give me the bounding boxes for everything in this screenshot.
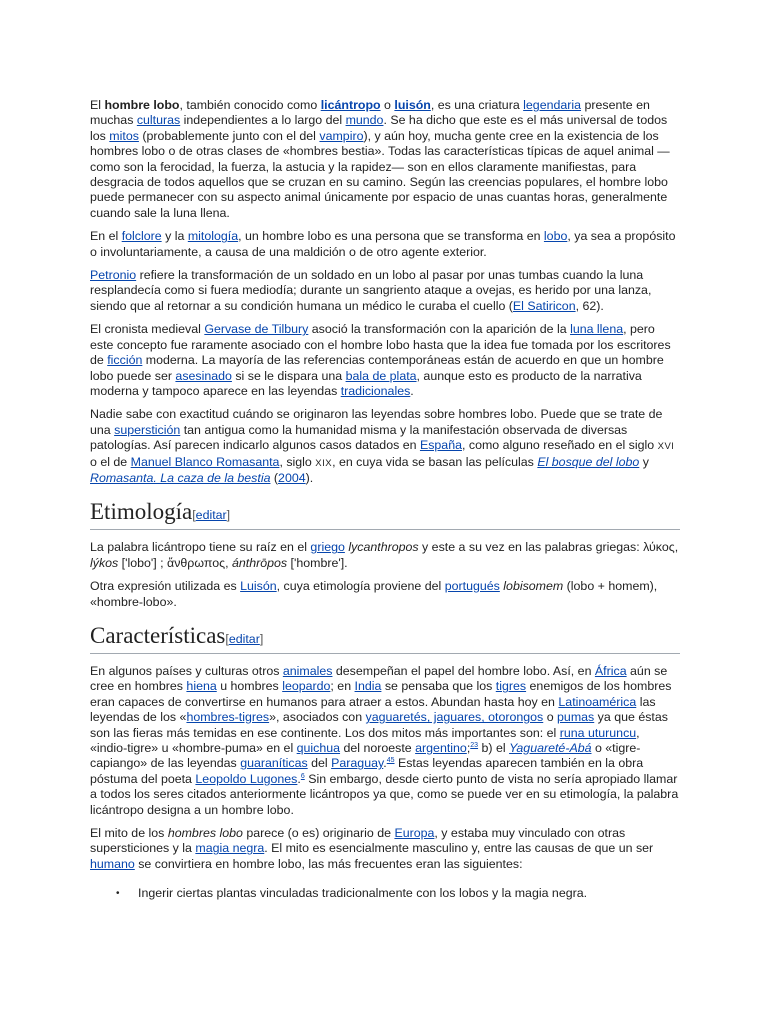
link-lobo[interactable]: lobo — [543, 229, 568, 244]
text: (lobo + homem), «hombre-lobo». — [90, 579, 658, 609]
petronio-paragraph — [90, 268, 680, 314]
text: o «tigre-capiango» de las leyendas — [90, 741, 641, 771]
link-animales[interactable]: animales — [282, 663, 333, 678]
text: se pensaba que los — [381, 679, 496, 694]
link-hiena[interactable]: hiena — [186, 679, 217, 694]
link-argentino[interactable]: argentino — [415, 741, 467, 755]
link-luison[interactable]: luisón — [394, 98, 431, 112]
bracket-open: [ — [192, 508, 196, 523]
text: , como alguno reseñado en el siglo — [461, 438, 658, 453]
section-heading-caracteristicas — [90, 623, 680, 654]
link-romasanta-la-caza-de-la-bestia[interactable]: Romasanta. La caza de la bestia — [90, 470, 271, 485]
text: , cuya etimología proviene del — [276, 579, 445, 594]
text: », asociados con — [269, 710, 366, 725]
text: del noroeste — [340, 741, 416, 755]
italic-lycanthropos: lycanthropos — [348, 540, 419, 555]
luison-etymology-paragraph — [90, 579, 680, 610]
text: , ya sea a propósito o involuntariamente, a causa de una maldición o de otro agente exterior. — [90, 229, 676, 259]
animals-paragraph — [90, 664, 680, 818]
link-portugues[interactable]: portugués — [444, 579, 500, 594]
edit-section-link — [225, 632, 263, 646]
link-asesinado[interactable]: asesinado — [175, 368, 232, 383]
italic-anthropos: ánthrōpos — [231, 555, 288, 570]
link-espana[interactable]: España — [419, 438, 462, 453]
link-legendaria[interactable]: legendaria — [523, 98, 582, 112]
text: y la — [161, 229, 188, 244]
text: . Se ha dicho que este es el más universal de todos los — [90, 113, 668, 143]
tilbury-paragraph — [90, 322, 680, 399]
link-magia-negra[interactable]: magia negra — [195, 841, 265, 856]
link-leopoldo-lugones[interactable]: Leopoldo Lugones — [195, 771, 298, 786]
text: , es una criatura — [430, 98, 524, 112]
bold-term-hombre-lobo: hombre lobo — [104, 98, 180, 112]
text: El — [90, 98, 105, 112]
text: u hombres — [216, 679, 283, 694]
text: En el — [90, 229, 122, 244]
text: , aunque esto es producto de la narrativa moderna y tampoco aparece en las leyendas — [90, 368, 642, 398]
link-ficcion[interactable]: ficción — [107, 353, 143, 368]
list-item — [116, 886, 680, 901]
text: ( — [270, 470, 279, 485]
text: se convirtiera en hombre lobo, las más frecuentes eran las siguientes: — [134, 856, 523, 871]
century-xvi: XVI — [657, 441, 675, 453]
text: Sin embargo, desde cierto punto de vista no sería apropiado llamar a todos los seres citados anteriormente licántropos ya que, como se puede ver en su etimología, la palabra licántropo designa a un hombre lobo. — [90, 771, 679, 817]
italic-lobisomem: lobisomem — [503, 579, 564, 594]
link-tigres[interactable]: tigres — [495, 679, 527, 694]
edit-link-caracteristicas[interactable]: editar — [228, 631, 260, 646]
section-title: Etimología — [90, 499, 193, 525]
text: presente en muchas — [90, 98, 650, 128]
century-xix: XIX — [315, 457, 333, 469]
text: . El mito es esencialmente masculino y, entre las causas de que un ser — [264, 841, 654, 856]
text: , en cuya vida se basan las películas — [332, 454, 538, 469]
footnote-ref-23[interactable] — [470, 742, 478, 749]
link-luna-llena[interactable]: luna llena — [570, 322, 624, 337]
text: . — [410, 383, 414, 398]
italic-lykos: lýkos — [90, 555, 119, 570]
text: ya que éstas son las fieras más temidas en ese continente. Los dos mitos más importantes son: el — [90, 710, 668, 740]
text: ), y aún hoy, mucha gente cree en la existencia de los hombres lobo o de otras clases de «hombres bestia». Todas las características típicas de aquel animal —como son la ferocidad, la fuerza, la astucia y la rapidez— son en ellos claramente manifiestas, para desgracia de todos aquellos que se cruzan en su camino. Según las creencias populares, el hombre lobo puede permanecer con su aspecto animal únicamente por espacio de unas cuantas horas, generalmente cuando sale la luna llena. — [90, 128, 670, 220]
origin-paragraph — [90, 407, 680, 486]
text: , 62). — [575, 298, 604, 313]
text: y — [639, 454, 649, 469]
link-luison-2[interactable]: Luisón — [240, 579, 277, 594]
list-item-text: Ingerir ciertas plantas vinculadas tradicionalmente con los lobos y la magia negra. — [138, 886, 588, 901]
text: , «indio-tigre» u «hombre-puma» en el — [90, 725, 640, 755]
text: b) el — [478, 741, 510, 755]
text: Otra expresión utilizada es — [90, 579, 241, 594]
text: , siglo — [279, 454, 316, 469]
text: El cronista medieval — [90, 322, 205, 337]
article-body — [90, 98, 680, 902]
link-mitos[interactable]: mitos — [109, 128, 139, 143]
text: La palabra licántropo tiene su raíz en el — [90, 540, 311, 555]
folclore-paragraph — [90, 229, 680, 260]
text: moderna. La mayoría de las referencias contemporáneas están de acuerdo en que un hombre lobo puede ser — [90, 353, 664, 383]
text: o — [380, 98, 395, 112]
bracket-close: ] — [259, 631, 264, 646]
text: independientes a lo largo del — [180, 113, 346, 128]
link-supersticion[interactable]: superstición — [114, 422, 181, 437]
text: o el de — [90, 454, 131, 469]
bracket-close: ] — [226, 508, 231, 523]
link-el-bosque-del-lobo[interactable]: El bosque del lobo — [537, 454, 640, 469]
text: , un hombre lobo es una persona que se transforma en — [238, 229, 544, 244]
link-folclore[interactable]: folclore — [121, 229, 162, 244]
link-pumas[interactable]: pumas — [557, 710, 595, 725]
edit-link-etimologia[interactable]: editar — [195, 508, 227, 523]
etymology-paragraph — [90, 540, 680, 571]
text: ). — [305, 470, 314, 485]
edit-section-link — [192, 508, 230, 522]
text: , pero este concepto fue raramente asociado con el hombre lobo hasta que la idea fue tomada por los escritores de — [90, 322, 671, 368]
text: (probablemente junto con el del — [138, 128, 320, 143]
link-petronio[interactable]: Petronio — [90, 268, 137, 283]
text: o — [543, 710, 558, 725]
link-yaguarete-aba[interactable]: Yaguareté-Abá — [509, 741, 592, 755]
text: parece (o es) originario de — [242, 826, 395, 841]
text: , también conocido como — [179, 98, 321, 112]
link-guaraniticas[interactable]: guaraníticas — [240, 756, 308, 771]
link-gervase-de-tilbury[interactable]: Gervase de Tilbury — [204, 322, 309, 337]
section-heading-etimologia — [90, 499, 680, 530]
link-latinoamerica[interactable]: Latinoamérica — [558, 694, 637, 709]
text: Nadie sabe con exactitud cuándo se originaron las leyendas sobre hombres lobo. Puede que se trate de una — [90, 407, 663, 437]
link-leopardo[interactable]: leopardo — [282, 679, 331, 694]
text: En algunos países y culturas otros — [90, 663, 283, 678]
text: enemigos de los hombres eran capaces de convertirse en humanos para atraer a estos. Abundan hasta hoy en — [90, 679, 672, 709]
text: . — [297, 771, 301, 786]
link-vampiro[interactable]: vampiro — [319, 128, 364, 143]
text: ['hombre']. — [287, 555, 348, 570]
link-hombres-tigres[interactable]: hombres-tigres — [186, 710, 270, 725]
text: ; — [466, 741, 471, 755]
text: y este a su vez en las palabras griegas: λύκος, — [418, 540, 679, 555]
text: refiere la transformación de un soldado en un lobo al pasar por unas tumbas cuando la luna resplandecía como si fuera mediodía; durante un sangriento ataque a ovejas, es herido por una lanza, siendo que al retornar a su condición humana un médico le curaba el cuello ( — [90, 268, 652, 313]
link-africa[interactable]: África — [594, 663, 627, 678]
footnote-link-45[interactable]: 45 — [386, 757, 395, 765]
text: . — [383, 756, 387, 771]
italic-hombres-lobo: hombres lobo — [167, 826, 243, 841]
causes-list — [90, 886, 680, 901]
intro-paragraph — [90, 98, 680, 221]
text: , y estaba muy vinculado con otras supersticiones y la — [90, 826, 626, 856]
link-runa-uturuncu[interactable]: runa uturuncu — [559, 725, 637, 740]
footnote-ref-45[interactable] — [387, 757, 395, 764]
link-manuel-blanco-romasanta[interactable]: Manuel Blanco Romasanta — [130, 454, 280, 469]
text: asoció la transformación con la aparición de la — [308, 322, 571, 337]
text: tan antigua como la humanidad misma y la manifestación observada de diversas patologías. Así parecen indicarlo algunos casos datados en — [90, 422, 628, 453]
text: aún se cree en hombres — [90, 663, 668, 694]
link-culturas[interactable]: culturas — [136, 113, 181, 128]
link-humano[interactable]: humano — [90, 856, 135, 871]
europe-myth-paragraph — [90, 826, 680, 872]
section-title: Características — [90, 622, 226, 648]
link-india[interactable]: India — [354, 679, 382, 694]
link-europa[interactable]: Europa — [394, 826, 435, 841]
bracket-open: [ — [225, 631, 229, 646]
link-mundo[interactable]: mundo — [345, 113, 384, 128]
link-el-satiricon[interactable]: El Satiricon — [512, 298, 576, 313]
text: desempeñan el papel del hombre lobo. Así, en — [332, 663, 595, 678]
link-paraguay[interactable]: Paraguay — [331, 756, 384, 771]
text: si se le dispara una — [231, 368, 346, 383]
footnote-link-6[interactable]: 6 — [300, 772, 305, 780]
link-tradicionales[interactable]: tradicionales — [340, 383, 411, 398]
text: ['lobo'] ; ἄνθρωπος, — [118, 555, 232, 570]
link-bala-de-plata[interactable]: bala de plata — [345, 368, 417, 383]
link-quichua[interactable]: quichua — [296, 741, 341, 755]
text: del — [307, 756, 332, 771]
text: las leyendas de los « — [90, 694, 656, 725]
text: El mito de los — [90, 826, 168, 841]
link-2004[interactable]: 2004 — [278, 470, 306, 485]
footnote-link-23[interactable]: 23 — [470, 741, 479, 749]
bullet-icon: • — [116, 888, 120, 900]
link-mitologia[interactable]: mitología — [187, 229, 239, 244]
link-licantropo[interactable]: licántropo — [320, 98, 381, 112]
text: ; en — [330, 679, 355, 694]
link-griego[interactable]: griego — [310, 540, 345, 555]
text: Estas leyendas aparecen también en la obra póstuma del poeta — [90, 756, 644, 786]
link-yaguaretes-jaguares-otorongos[interactable]: yaguaretés, jaguares, otorongos — [365, 710, 544, 725]
